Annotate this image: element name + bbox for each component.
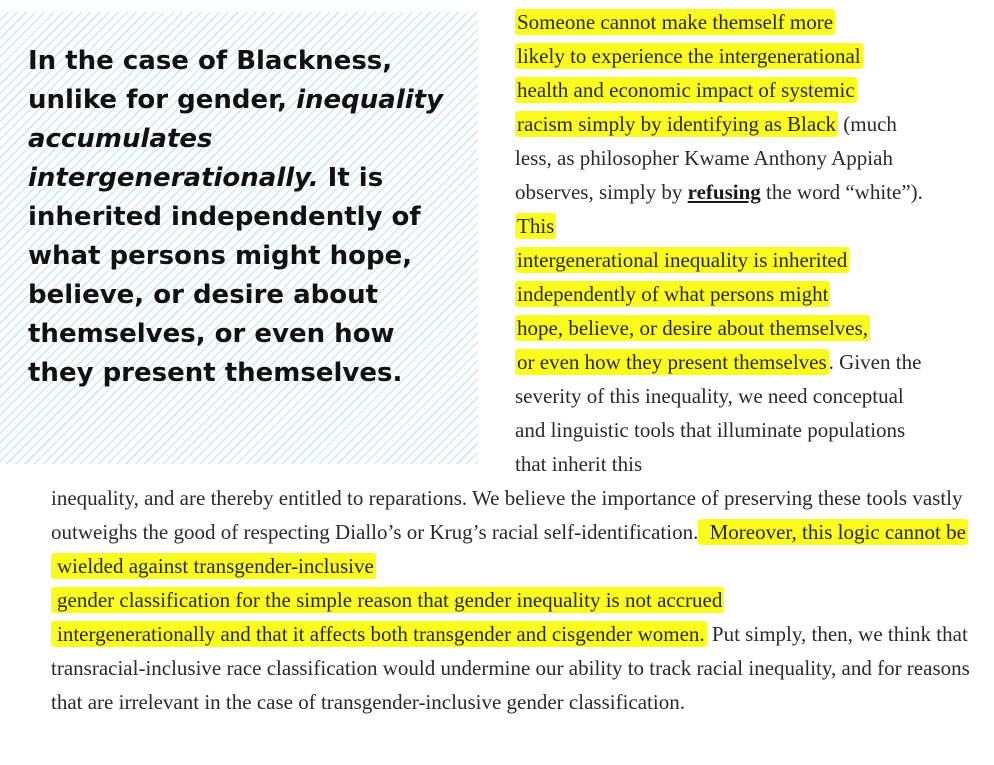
pullquote-rest: It is inherited independently of what persons might hope, believe, or desire about themselves, or even how they present themselves. — [28, 163, 421, 388]
highlight-3: Moreover, this logic cannot be wielded against transgender-inclusive gender classification for the simple reason that gender inequality is not accrued intergenerationally and that it affects both transgender and cisgender women. — [51, 519, 968, 647]
highlight-1: Someone cannot make themself more likely to experience the intergenerational health and economic impact of systemic racism simply by identifying as Black — [517, 10, 861, 136]
article-paragraph-right — [515, 5, 935, 481]
pullquote-emphasis: inequality accumulates intergenerationally. — [28, 85, 444, 193]
pull-quote — [28, 42, 448, 393]
paragraph-text: (much less, as philosopher Kwame Anthony Appiah observes, simply by — [515, 112, 897, 204]
article-paragraph-bottom — [51, 481, 971, 719]
pullquote-intro: In the case of Blackness, unlike for gender, — [28, 46, 393, 115]
highlight-2: This intergenerational inequality is inherited independently of what persons might hope, believe, or desire about themselves, or even how they present themselves — [517, 214, 869, 374]
paragraph-text: the word “white”). — [760, 180, 923, 204]
paragraph-text: Put simply, then, we think that transracial-inclusive race classification would undermine our ability to track racial inequality, and for reasons that are irrelevant in the case of transgender-inclusive gender classification. — [51, 622, 970, 714]
paragraph-text: . Given the severity of this inequality, we need conceptual and linguistic tools that illuminate populations that inherit this — [515, 350, 922, 476]
refusing-link[interactable]: refusing — [687, 180, 761, 204]
paragraph-text: inequality, and are thereby entitled to reparations. We believe the importance of preserving these tools vastly outweighs the good of respecting Diallo’s or Krug’s racial self-identification. — [51, 486, 963, 544]
